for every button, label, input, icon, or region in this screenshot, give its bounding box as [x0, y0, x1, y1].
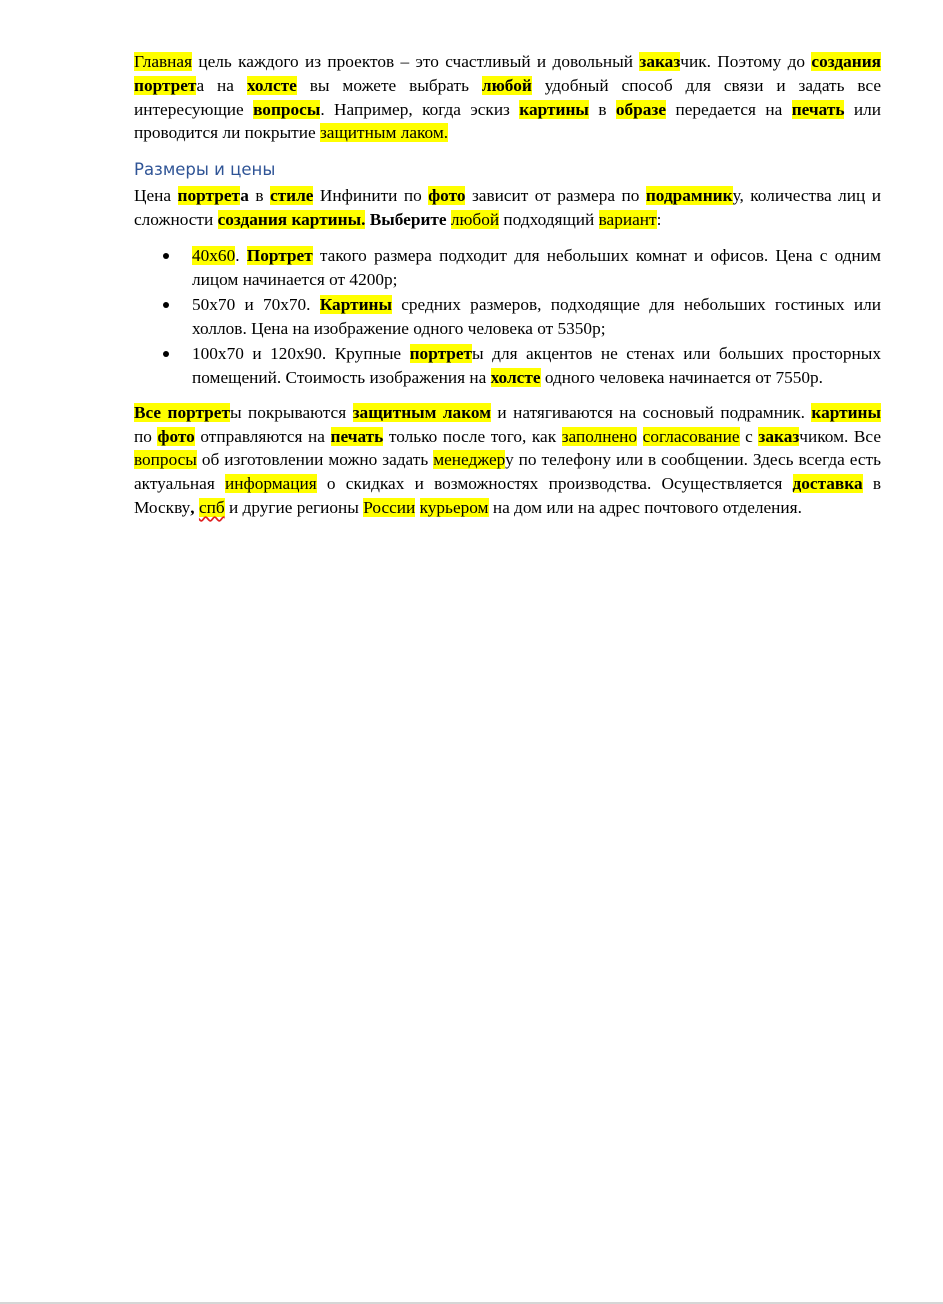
highlighted-bold-text: создания портрет: [134, 52, 881, 95]
highlighted-text: согласование: [642, 426, 740, 446]
text-run: .: [235, 245, 247, 265]
size-list: [134, 244, 881, 390]
section-heading: Размеры и цены: [134, 160, 276, 180]
text-run: только после того, как: [383, 426, 562, 446]
highlighted-bold-text: фото: [157, 426, 195, 446]
text-run: Инфинити по: [313, 186, 429, 206]
highlighted-bold-text: защитным лаком: [352, 402, 492, 422]
text-run: и другие регионы: [224, 497, 364, 517]
text-run: отправляются на: [194, 426, 331, 446]
text-run: на дом или на адрес почтового отделения.: [488, 497, 802, 517]
bold-text: а: [240, 186, 249, 206]
highlighted-bold-text: доставка: [792, 474, 863, 494]
text-run: передается на: [666, 99, 792, 119]
text-run: и натягиваются на сосновый подрамник.: [491, 402, 812, 422]
text-run: ы для акцентов не стенах или больших просторных помещений. Стоимость изображения на: [192, 343, 881, 387]
final-paragraph: [134, 401, 881, 520]
text-run: или проводится ли покрытие: [134, 99, 881, 143]
highlighted-bold-text: Все портрет: [134, 402, 230, 422]
text-run: такого размера подходит для небольших комнат и офисов. Цена с одним лицом начинается от 4200р;: [192, 245, 881, 289]
text-run: 50х70 и 70х70.: [192, 294, 320, 314]
text-run: . Например, когда эскиз: [320, 99, 520, 119]
highlighted-bold-text: заказ: [758, 426, 800, 446]
highlighted-text: 40х60: [192, 245, 236, 265]
text-run: одного человека начинается от 7550р.: [540, 367, 824, 387]
text-run: в: [248, 186, 270, 206]
highlighted-bold-text: Портрет: [246, 245, 313, 265]
text-run: Цена: [134, 186, 178, 206]
text-run: по: [134, 426, 158, 446]
text-run: чик. Поэтому до: [680, 52, 812, 71]
highlighted-bold-text: создания картины.: [217, 209, 366, 229]
highlighted-bold-text: холсте: [490, 367, 541, 387]
bullet-icon: [163, 253, 169, 259]
text-run: удобный способ для связи и задать все интересующие: [134, 75, 881, 119]
text-run: у по телефону или в сообщении. Здесь всегда есть актуальная: [134, 450, 881, 494]
text-run: средних размеров, подходящие для небольших гостиных или холлов. Цена на изображение одного человека от 5350р;: [192, 294, 882, 338]
text-run: с: [739, 426, 759, 446]
highlighted-text: Главная: [134, 52, 193, 71]
text-run: у, количества лиц и сложности: [134, 186, 882, 229]
bold-text: ,: [190, 497, 195, 517]
highlighted-text: информация: [225, 474, 317, 494]
highlighted-bold-text: портрет: [177, 186, 241, 206]
highlighted-text: вопросы: [134, 450, 197, 470]
list-item: [134, 244, 881, 292]
text-run: в Москву: [134, 474, 881, 517]
text-run: а на: [196, 75, 247, 95]
highlighted-bold-text: печать: [330, 426, 384, 446]
text-run: вы можете выбрать: [296, 75, 482, 95]
highlighted-text: менеджер: [433, 450, 506, 470]
highlighted-bold-text: картины: [811, 402, 881, 422]
text-run: зависит от размера по: [465, 186, 646, 206]
highlighted-bold-text: образе: [615, 99, 667, 119]
text-run: 100х70 и 120х90. Крупные: [192, 343, 410, 363]
document-body: [134, 50, 881, 520]
text-run: [637, 427, 643, 446]
highlighted-bold-text: вопросы: [253, 99, 321, 119]
highlighted-bold-text: портрет: [409, 343, 473, 363]
text-run: ы покрываются: [229, 402, 353, 422]
bullet-icon: [163, 351, 169, 357]
bold-text: Выберите: [365, 209, 447, 229]
highlighted-bold-text: холсте: [246, 75, 297, 95]
highlighted-bold-text: фото: [428, 186, 466, 206]
intro-paragraph: [134, 50, 881, 145]
text-run: цель каждого из проектов – это счастливый и довольный: [192, 52, 640, 71]
highlighted-bold-text: картины: [519, 99, 589, 119]
text-run: об изготовлении можно задать: [196, 450, 434, 470]
text-run: [415, 498, 419, 517]
spellcheck-flagged-word[interactable]: спб: [198, 497, 225, 517]
highlighted-bold-text: печать: [791, 99, 845, 119]
text-run: :: [656, 209, 662, 229]
bullet-icon: [163, 302, 169, 308]
highlighted-text: защитным лаком.: [319, 123, 449, 143]
highlighted-text: курьером: [419, 497, 489, 517]
highlighted-text: заполнено: [561, 426, 638, 446]
text-run: чиком. Все: [799, 426, 881, 446]
highlighted-text: вариант: [598, 209, 657, 229]
highlighted-bold-text: стиле: [269, 186, 314, 206]
highlighted-bold-text: Картины: [319, 294, 392, 314]
highlighted-bold-text: заказ: [639, 52, 681, 71]
list-item: [134, 342, 881, 390]
highlighted-bold-text: подрамник: [645, 186, 733, 206]
text-run: в: [588, 99, 616, 119]
highlighted-bold-text: любой: [481, 75, 532, 95]
price-paragraph: [134, 184, 881, 232]
list-item: [134, 293, 881, 341]
text-run: о скидках и возможностях производства. Осуществляется: [316, 474, 793, 494]
highlighted-text: любой: [450, 209, 500, 229]
text-run: подходящий: [499, 209, 599, 229]
highlighted-text: России: [363, 497, 416, 517]
